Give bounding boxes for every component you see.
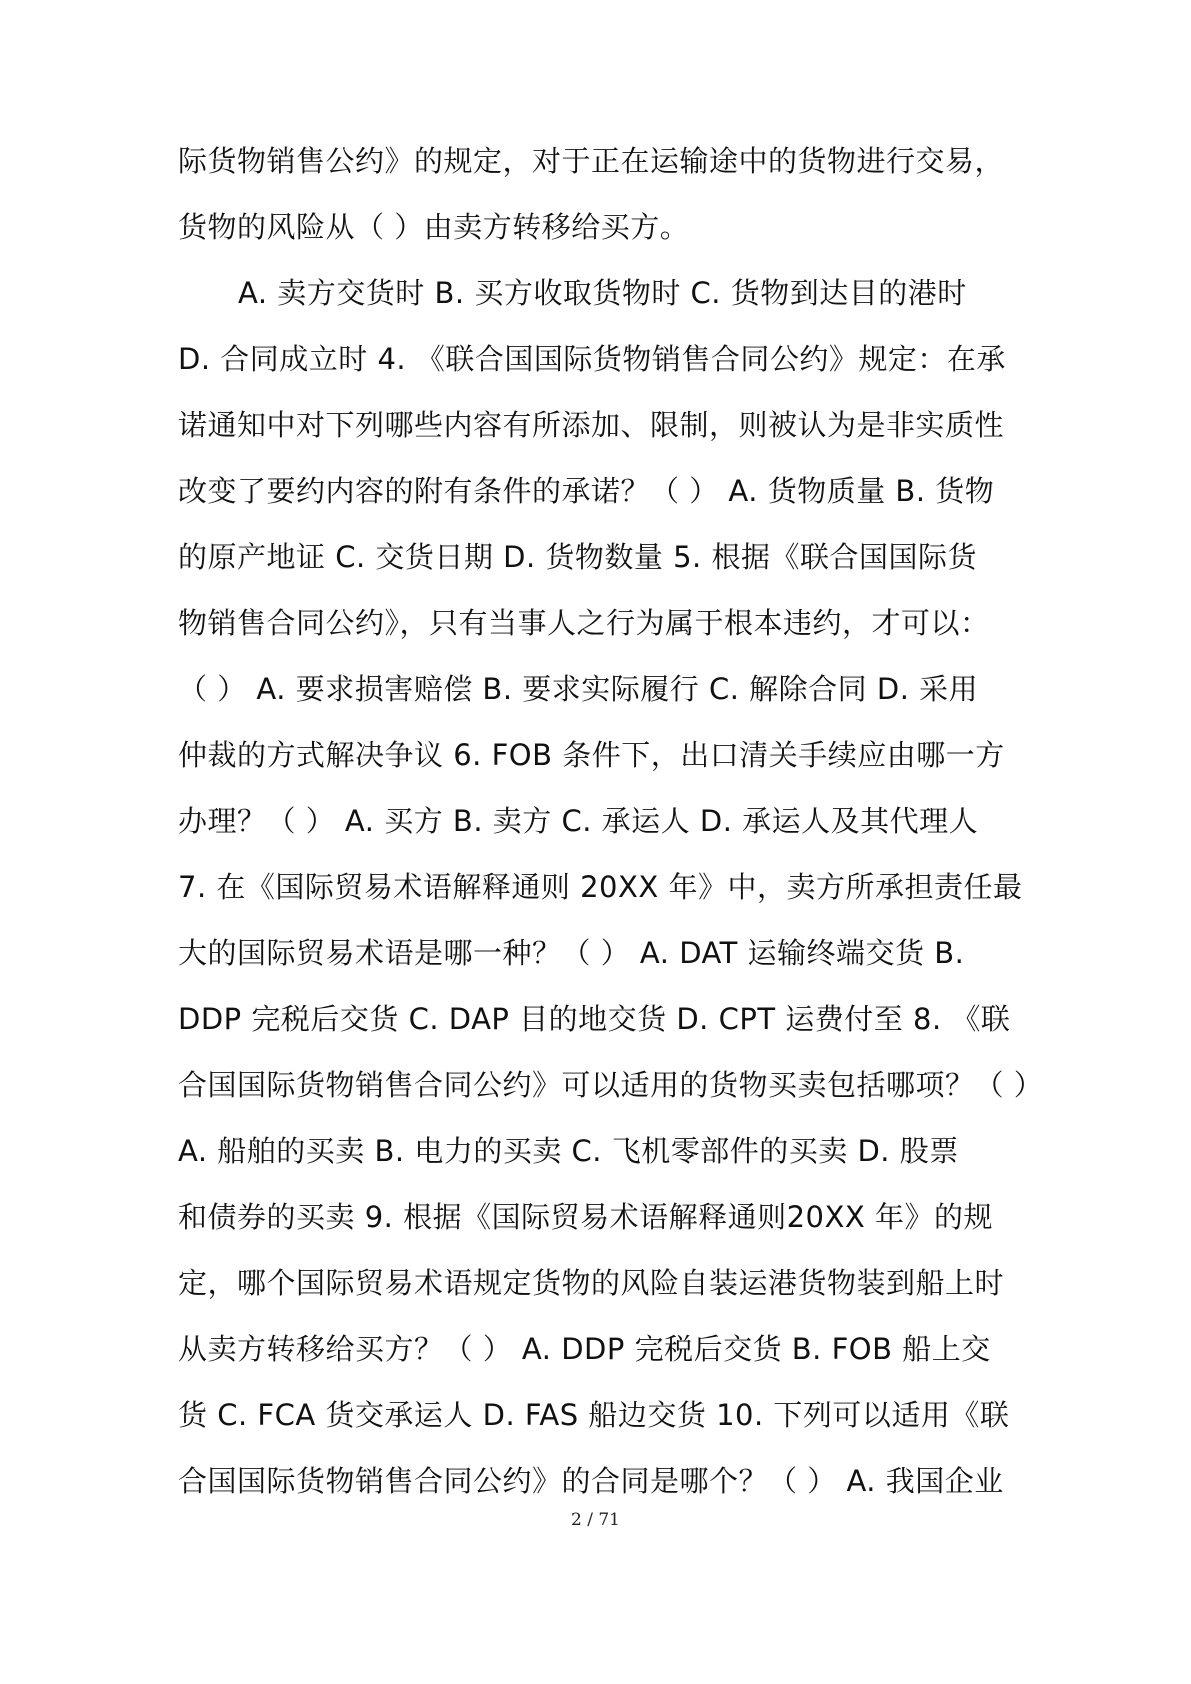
text-line-2: 货物的风险从（ ）由卖方转移给买方。 <box>178 210 690 244</box>
text-line-5: 诺通知中对下列哪些内容有所添加、限制，则被认为是非实质性 <box>178 408 1005 442</box>
text-line-3: A. 卖方交货时 B. 买方收取货物时 C. 货物到达目的港时 <box>238 276 967 310</box>
page-number: 2 / 71 <box>571 1510 620 1530</box>
text-line-12: 7. 在《国际贸易术语解释通则 20XX 年》中，卖方所承担责任最 <box>178 870 1023 904</box>
text-line-14: DDP 完税后交货 C. DAP 目的地交货 D. CPT 运费付至 8. 《联 <box>178 1002 1011 1036</box>
text-line-15: 合国国际货物销售合同公约》可以适用的货物买卖包括哪项？（ ） <box>178 1068 1044 1102</box>
text-line-7: 的原产地证 C. 交货日期 D. 货物数量 5. 根据《联合国国际货 <box>178 540 977 574</box>
text-line-4: D. 合同成立时 4. 《联合国国际货物销售合同公约》规定：在承 <box>178 342 1006 376</box>
text-line-16: A. 船舶的买卖 B. 电力的买卖 C. 飞机零部件的买卖 D. 股票 <box>178 1134 959 1168</box>
text-line-8: 物销售合同公约》，只有当事人之行为属于根本违约，才可以： <box>178 606 990 640</box>
text-line-13: 大的国际贸易术语是哪一种？（ ） A. DAT 运输终端交货 B. <box>178 936 965 970</box>
text-line-6: 改变了要约内容的附有条件的承诺？（ ） A. 货物质量 B. 货物 <box>178 474 995 508</box>
body-text <box>178 128 1044 1514</box>
text-line-11: 办理？（ ） A. 买方 B. 卖方 C. 承运人 D. 承运人及其代理人 <box>178 804 979 838</box>
text-line-19: 从卖方转移给买方？（ ） A. DDP 完税后交货 B. FOB 船上交 <box>178 1332 991 1366</box>
text-line-17: 和债券的买卖 9. 根据《国际贸易术语解释通则20XX 年》的规 <box>178 1200 993 1234</box>
text-line-9: （ ） A. 要求损害赔偿 B. 要求实际履行 C. 解除合同 D. 采用 <box>178 672 979 706</box>
text-line-1: 际货物销售公约》的规定，对于正在运输途中的货物进行交易， <box>178 144 1005 178</box>
text-line-18: 定，哪个国际贸易术语规定货物的风险自装运港货物装到船上时 <box>178 1266 1005 1300</box>
text-line-21: 合国国际货物销售合同公约》的合同是哪个？（ ） A. 我国企业 <box>178 1464 1004 1498</box>
text-line-10: 仲裁的方式解决争议 6. FOB 条件下，出口清关手续应由哪一方 <box>178 738 1005 772</box>
text-line-20: 货 C. FCA 货交承运人 D. FAS 船边交货 10. 下列可以适用《联 <box>178 1398 1010 1432</box>
